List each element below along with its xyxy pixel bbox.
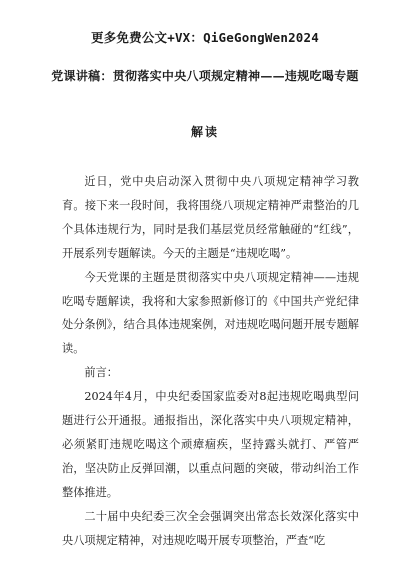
paragraph-preface-heading: 前言： bbox=[84, 366, 118, 380]
paragraph-topic: 今天党课的主题是贯彻落实中央八项规定精神——违规吃喝专题解读，我将和大家参照新修订的《中国共产党纪律处分条例》，结合具体违规案例，对违规吃喝问题开展专题解读。 bbox=[62, 270, 359, 356]
document-body bbox=[62, 170, 359, 553]
paragraph-intro: 近日，党中央启动深入贯彻中央八项规定精神学习教育。接下来一段时间，我将围绕八项规定精神严肃整治的几个具体违规行为，同时是我们基层党员经常触碰的“红线”，开展系列专题解读。今天的主题是“违规吃喝”。 bbox=[62, 175, 359, 260]
document-title: 党课讲稿：贯彻落实中央八项规定精神——违规吃喝专题 bbox=[51, 69, 359, 83]
document-title-continuation: 解读 bbox=[190, 125, 219, 139]
watermark-header: 更多免费公文+VX：QiGeGongWen2024 bbox=[91, 30, 319, 45]
paragraph-notice: 2024年4月，中央纪委国家监委对8起违规吃喝典型问题进行公开通报。通报指出，深化落实中央八项规定精神，必须紧盯违规吃喝这个顽瘴痼疾，坚持露头就打、严管严治，坚决防止反弹回潮，以重点问题的突破，带动纠治工作整体推进。 bbox=[62, 390, 359, 499]
paragraph-plenary: 二十届中央纪委三次全会强调突出常态长效深化落实中央八项规定精神，对违规吃喝开展专项整治，严查“吃 bbox=[62, 509, 359, 547]
